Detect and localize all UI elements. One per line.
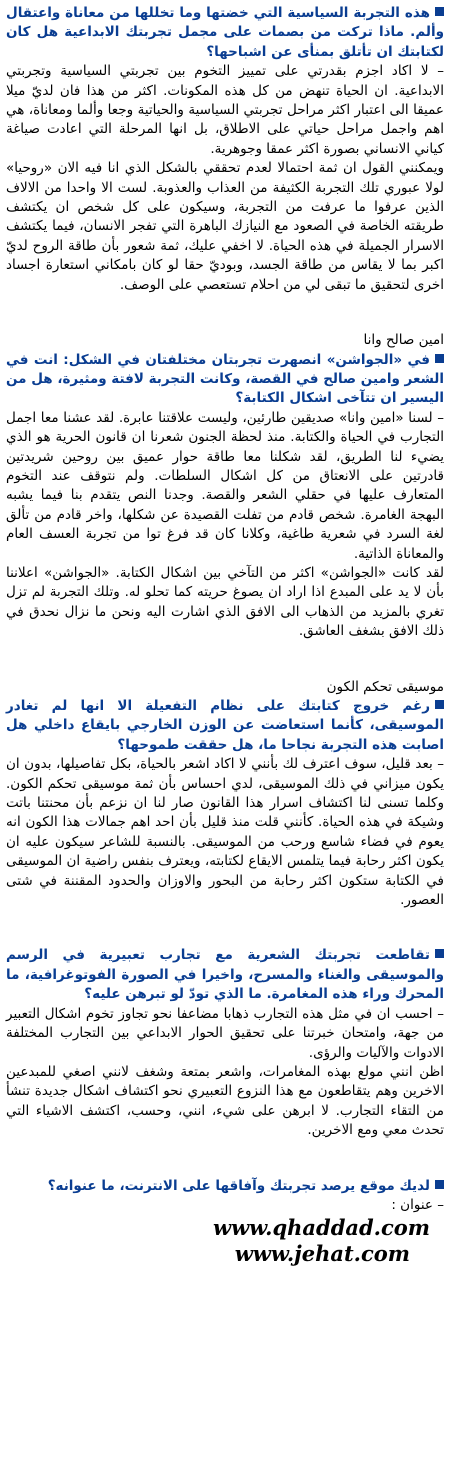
section-title: موسيقى تحكم الكون <box>326 678 444 695</box>
answer-paragraph: – بعد قليل، سوف اعترف لك بأنني لا اكاد اشعر بالحياة، بكل تفاصيلها، بدون ان يكون ميزاني في ذلك الموسيقى، لدي احساس بأن ثمة موسيقى تحكم الكون. وكلما تسنى لنا اكتشاف اسرار هذا القانون صار لنا ان نزعم بأن محنتنا باتت وشيكة في هذه الحياة. كأنني قلت منذ قليل بأن احد اهم جمالات هذا الكون انه يعوم في فضاء شاسع ورحب من الموسيقى. بالنسبة للشاعر سيكون عليه ان يكون اكثر رحابة فيما يتلمس الايقاع لكتابته، ويعترف بنفس راضية ان الموسيقى في الكتابة ستكون اكثر رحابة من البحور والاوزان والحدود المقننة في شتى العصور. <box>6 756 444 909</box>
question-text: رغم خروج كتابتك على نظام التفعيلة الا انها لم تغادر الموسيقى، كأنما استعاضت عن الوزن الخارجي بايقاع داخلي هل اصابت هذه التجربة نجاحا ما، هل حققت طموحها؟ <box>6 698 444 753</box>
answer-paragraph: – لسنا «امين وانا» صديقين طارئين، وليست علاقتنا عابرة. لقد عشنا معا اجمل التجارب في الحياة والكتابة. منذ لحظة الجنون شعرنا ان قانون الحرية هو الذي يضيء لنا الطريق، لقد شكلنا معا طاقة حوار عميق بين روحين شريدتين قادرتين على الانعتاق من كل اشكال السلطات. ولم نتوقف عند التخوم المتعارف عليها في حقلي الشعر والقصة. وجدنا النص يتقدم بنا فيما يشبه البهجة الغامرة. شخص قادم من تفلت القصيدة عن شكلها، واخر قادم من تألق لغة السرد في شعرية طاغية، وكلانا كان قد فرغ توا من تجربة العسف العام والمعاناة الذاتية. <box>6 409 444 562</box>
answer-address-label: – عنوان : <box>391 1196 444 1213</box>
link-qhaddad[interactable]: www.qhaddad.com <box>213 1215 430 1241</box>
website-links <box>6 1215 444 1267</box>
question-text: هذه التجربة السياسية التي خضتها وما تخللها من معاناة واعتقال وألم. ماذا تركت من بصمات على مجمل تجربتك الابداعية هل كان لكتابتك ان تأتلق بمنأى عن اشباحها؟ <box>6 5 444 60</box>
answer-paragraph: ويمكنني القول ان ثمة احتمالا لعدم تحققي بالشكل الذي انا فيه الان «روحيا» لولا عبوري تلك التجربة الكثيفة من العذاب والعذوبة. لست الا واحدا من الالاف الذين عرفوا ما عرفت من التجربة، وسيكون على كل شخص ان يكتشف طريقته الخاصة في الصعود مع النيازك الباهرة التي تفجر الانسان، فيما يكتشف الاسرار الجميلة في هذه الحياة. لا اخفي عليك، ثمة شعور بأن طاقة الروح لديّ اكبر بما لا يقاس من طاقة الجسد، وبوديّ حقا لو كان بامكاني استعارة اجساد اخرى لتحقيق ما تبقى لي من احلام تستعصي على الوصف. <box>6 160 444 293</box>
bullet-icon <box>435 354 444 363</box>
bullet-icon <box>435 1180 444 1189</box>
bullet-icon <box>435 7 444 16</box>
question-music <box>6 697 444 755</box>
bullet-icon <box>435 949 444 958</box>
question-website <box>6 1177 444 1196</box>
section-arts <box>6 910 444 1140</box>
link-jehat[interactable]: www.jehat.com <box>234 1241 410 1267</box>
question-text: تقاطعت تجربتك الشعرية مع تجارب تعبيرية في الرسم والموسيقى والغناء والمسرح، واخيرا في الصورة الفوتوغرافية، ما المحرك وراء هذه المغامرة. ما الذي تودّ لو تبرهن عليه؟ <box>6 947 444 1003</box>
question-text: في «الجواشن» انصهرت تجربتان مختلفتان في الشكل: انت في الشعر وامين صالح في القصة، وكانت التجربة لافتة ومثيرة، هل من اليسير ان تتآخى اشكال الكتابة؟ <box>6 351 444 407</box>
question-arts <box>6 946 444 1004</box>
answer-paragraph: – احسب ان في مثل هذه التجارب ذهابا مضاعفا نحو تجاوز تخوم اشكال التعبير من جهة، وامتحان خبرتنا على تحقيق الحوار الابداعي بين التجارب المختلفة الادوات والآليات والرؤى. <box>6 1005 444 1061</box>
question-political-experience <box>6 4 444 62</box>
section-music <box>6 642 444 911</box>
question-jawashen <box>6 351 444 409</box>
bullet-icon <box>435 700 444 709</box>
section-title: امين صالح وانا <box>363 332 444 349</box>
question-text: لديك موقع يرصد تجربتك وآفاقها على الانترنت، ما عنوانه؟ <box>47 1177 430 1194</box>
answer-paragraph: اظن انني مولع بهذه المغامرات، واشعر بمتعة وشغف لانني اصغي للمبدعين الاخرين وهم يتقاطعون مع هذا النزوع التعبيري نحو اكتشاف اشكال جديدة تنشأ من التقاء التجارب. لا ابرهن على شيء، انني، وحسب، اكتشف الاشياء التي تحدث معي ومع الاخرين. <box>6 1063 444 1139</box>
answer-paragraph: لقد كانت «الجواشن» اكثر من التآخي بين اشكال الكتابة. «الجواشن» اعلاننا بأن لا يد على المبدع اذا اراد ان يصوغ حريته كما تحلو له. وتلك التجربة لم تزل تغري بالمزيد من الذهاب الى الافق الذي اشارت اليه ونحن ما نزال نحدق في ذلك الافق بشغف العاشق. <box>6 564 444 640</box>
section-amin-saleh <box>6 295 444 642</box>
section-website <box>6 1141 444 1268</box>
answer-paragraph: – لا اكاد اجزم بقدرتي على تمييز التخوم بين تجربتي السياسية وتجربتي الابداعية. ان الحياة تنهض من كل هذه المكونات. اكثر من هذا فان لديّ ميلا عميقا الى اعتبار اكثر مراحل تجربتي السياسية والحياتية وجعا وألما ومعاناة، هي اهم واجمل مراحل حياتي على الاطلاق، بل انها المرحلة التي اعادت صياغة كياني الانساني بصورة اكثر عمقا وجوهرية. <box>6 63 444 157</box>
